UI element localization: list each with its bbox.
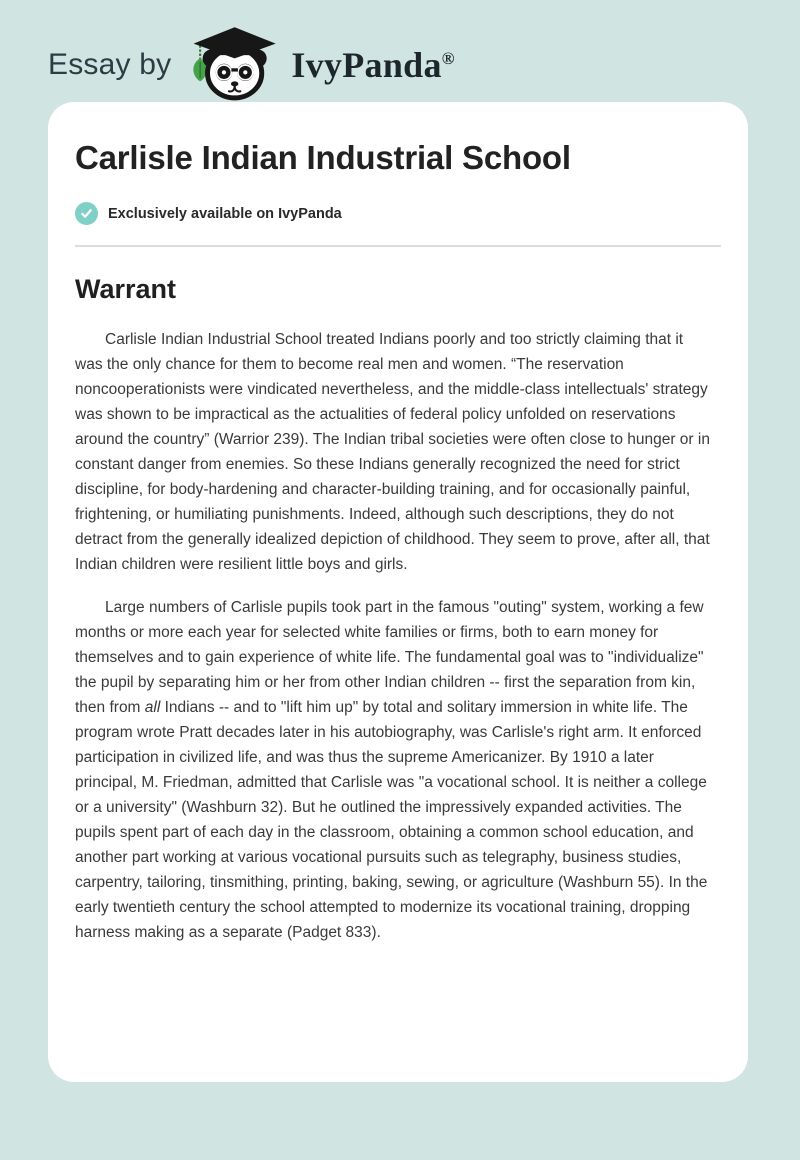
page-header bbox=[0, 0, 800, 102]
essay-paragraph-1: Carlisle Indian Industrial School treated Indians poorly and too strictly claiming that it was the only chance for them to become real men and women. “The reservation noncooperationists were vindicated nevertheless, and the middle-class intellectuals' strategy was shown to be impractical as the actualities of federal policy unfolded on reservations around the country” (Warrior 239). The Indian tribal societies were often close to hunger or in constant danger from enemies. So these Indians generally recognized the need for strict discipline, for body-hardening and character-building training, and for occasionally painful, frightening, or humiliating punishments. Indeed, although such descriptions, they do not detract from the generally idealized depiction of childhood. They seem to prove, after all, that Indian children were resilient little boys and girls. bbox=[75, 331, 710, 573]
exclusive-badge bbox=[75, 202, 714, 225]
brand-wordmark bbox=[291, 44, 454, 86]
essay-card bbox=[48, 102, 748, 1082]
essay-by-label: Essay by bbox=[48, 48, 172, 81]
ivypanda-panda-logo-icon bbox=[187, 25, 279, 105]
essay-paragraph-2 bbox=[75, 595, 714, 945]
brand-name: IvyPanda bbox=[291, 45, 442, 85]
essay-title: Carlisle Indian Industrial School bbox=[75, 139, 571, 176]
exclusive-badge-label: Exclusively available on IvyPanda bbox=[108, 205, 342, 222]
paragraph-2-text-start: Large numbers of Carlisle pupils took part in the famous "outing" system, working a few months or more each year for selected white families or firms, both to earn money for themselves and to gain experience of white life. The fundamental goal was to "individualize" the pupil by separating him or her from other Indian children -- first the separation from kin, then from bbox=[75, 599, 704, 716]
check-icon bbox=[75, 202, 98, 225]
section-heading: Warrant bbox=[75, 274, 177, 304]
divider bbox=[75, 245, 721, 247]
registered-trademark-symbol: ® bbox=[441, 49, 455, 68]
paragraph-2-italic-word: all bbox=[144, 699, 161, 716]
paragraph-2-text-end: Indians -- and to "lift him up" by total and solitary immersion in white life. The program wrote Pratt decades later in his autobiography, was Carlisle's right arm. It enforced participation in civilized life, and was thus the supreme Americanizer. By 1910 a later principal, M. Friedman, admitted that Carlisle was "a vocational school. It is neither a college or a university" (Washburn 32). But he outlined the impressively expanded activities. The pupils spent part of each day in the classroom, obtaining a common school education, and another part working at various vocational pursuits such as telegraphy, business studies, carpentry, tailoring, tinsmithing, printing, baking, sewing, or agriculture (Washburn 55). In the early twentieth century the school attempted to modernize its vocational training, dropping harness making as a separate (Padget 833). bbox=[75, 699, 708, 941]
